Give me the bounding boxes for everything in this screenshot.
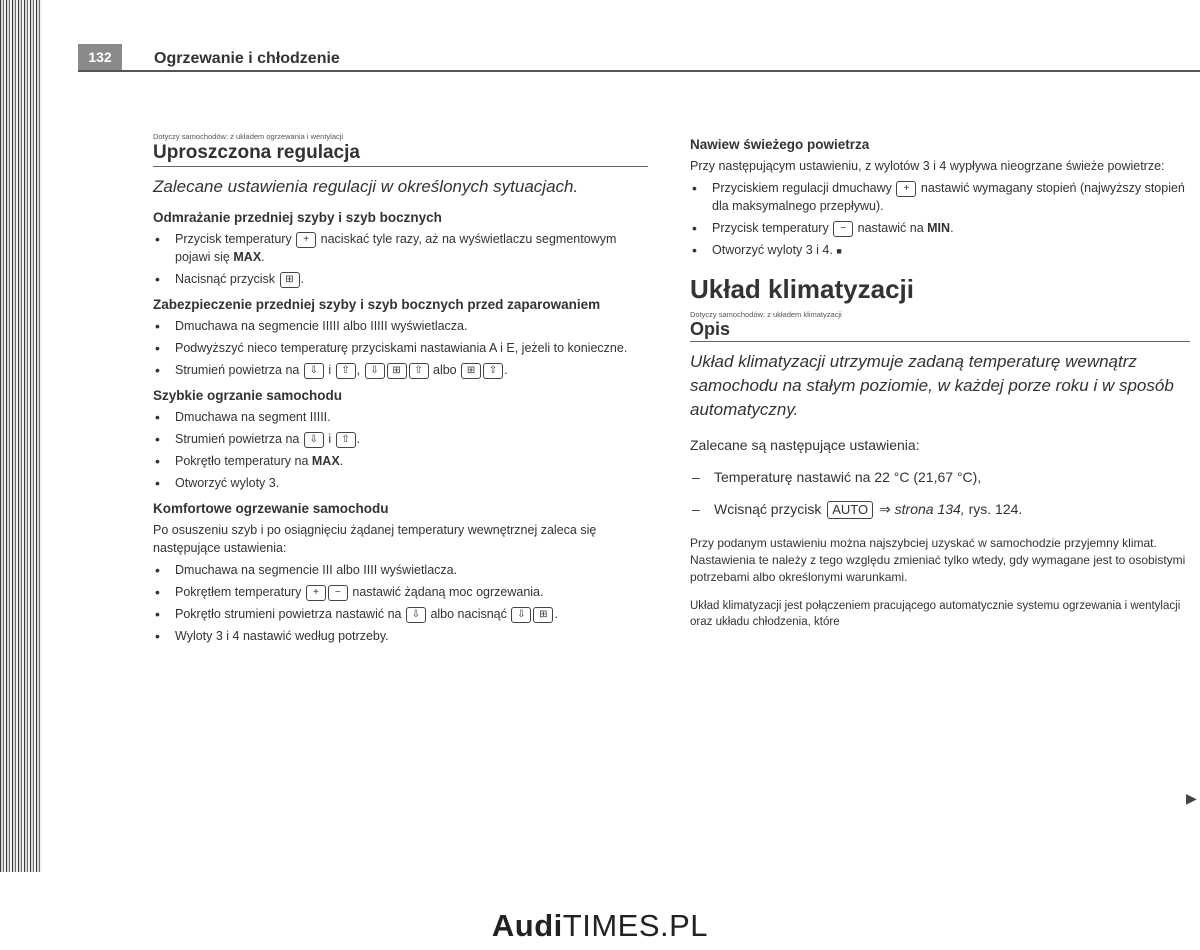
chapter-section-title: Układ klimatyzacji	[690, 274, 914, 304]
list-item: • Przycisk temperatury − nastawić na MIN.	[690, 219, 1190, 237]
chapter-title: Ogrzewanie i chłodzenie	[154, 50, 340, 67]
airflow-up-key-icon: ⇧	[483, 363, 503, 379]
site-name: TIMES.PL	[562, 908, 709, 943]
right-column	[690, 136, 1190, 630]
list-item: • Przyciskiem regulacji dmuchawy + nastawić wymagany stopień (najwyższy stopień dla maksymalnego przepływu).	[690, 179, 1190, 215]
fresh-air-paragraph: Przy następującym ustawieniu, z wylotów 3 i 4 wypływa nieogrzane świeże powietrze:	[690, 159, 1165, 173]
airflow-up-key-icon: ⇧	[409, 363, 429, 379]
section-intro: Zalecane ustawienia regulacji w określonych sytuacjach.	[153, 177, 579, 196]
page-number-badge	[78, 44, 122, 70]
airflow-up-key-icon: ⇧	[336, 432, 356, 448]
list-item: • Strumień powietrza na ⇩ i ⇧ , ⇩ ⊞ ⇧ albo ⊞ ⇧ .	[153, 361, 648, 379]
temp-plus-key-icon: +	[296, 232, 316, 248]
defrost-key-icon: ⊞	[280, 272, 300, 288]
airflow-down-key-icon: ⇩	[304, 432, 324, 448]
airflow-down-key-icon: ⇩	[304, 363, 324, 379]
list-item: • Strumień powietrza na ⇩ i ⇧ .	[153, 430, 648, 448]
defrost-list	[153, 230, 648, 288]
ac-paragraph-2: Układ klimatyzacji jest połączeniem pracującego automatycznie systemu ogrzewania i wentylacji oraz układu chłodzenia, które	[690, 600, 1181, 628]
list-item: • Dmuchawa na segmencie IIIII albo IIIII wyświetlacza.	[153, 317, 648, 335]
fast-heat-list	[153, 408, 648, 492]
subsection-heading-antifog: Zabezpieczenie przedniej szyby i szyb bocznych przed zaparowaniem	[153, 297, 601, 312]
subsection-heading-defrost: Odmrażanie przedniej szyby i szyb bocznych	[153, 210, 442, 225]
page-reference: strona 134,	[894, 501, 965, 517]
list-item: • Nacisnąć przycisk ⊞ .	[153, 270, 648, 288]
temp-minus-key-icon: −	[833, 221, 853, 237]
section-title: Uproszczona regulacja	[153, 144, 648, 167]
page-number: 132	[88, 49, 112, 65]
applicability-note: Dotyczy samochodów: z układem ogrzewania i wentylacji	[153, 132, 344, 141]
fan-plus-key-icon: +	[896, 181, 916, 197]
applicability-note: Dotyczy samochodów: z układem klimatyzacji	[690, 310, 842, 319]
end-of-section-icon: ■	[836, 246, 842, 256]
defrost-key-icon: ⊞	[533, 607, 553, 623]
airflow-down-key-icon: ⇩	[406, 607, 426, 623]
airflow-down-key-icon: ⇩	[511, 607, 531, 623]
settings-label: Zalecane są następujące ustawienia:	[690, 437, 920, 453]
settings-list	[690, 468, 1190, 519]
subsection-title: Opis	[690, 320, 1190, 342]
subsection-heading-fresh-air: Nawiew świeżego powietrza	[690, 137, 870, 152]
list-item: • Pokrętłem temperatury + − nastawić żądaną moc ogrzewania.	[153, 583, 648, 601]
list-item: • Przycisk temperatury + naciskać tyle razy, aż na wyświetlaczu segmentowym pojawi się MAX.	[153, 230, 648, 266]
antifog-list	[153, 317, 648, 379]
list-item: – Temperaturę nastawić na 22 °C (21,67 °C),	[690, 468, 1190, 486]
ac-intro: Układ klimatyzacji utrzymuje zadaną temperaturę wewnątrz samochodu na stałym poziomie, w każdej porze roku i w sposób automatyczny.	[690, 352, 1174, 419]
brand-name: Audi	[491, 908, 563, 943]
ac-paragraph-1: Przy podanym ustawieniu można najszybciej uzyskać w samochodzie przyjemny klimat. Nastawienia te należy z tego względu zmieniać tylko wtedy, gdy wymagane jest to osobistymi potrzebami albo określonymi warunkami.	[690, 536, 1186, 584]
list-item: • Dmuchawa na segmencie III albo IIII wyświetlacza.	[153, 561, 648, 579]
auto-key-icon: AUTO	[827, 501, 873, 519]
list-item: – Wcisnąć przycisk AUTO ⇒ strona 134, rys. 124.	[690, 500, 1190, 519]
fresh-air-list	[690, 179, 1190, 260]
subsection-heading-fast-heat: Szybkie ogrzanie samochodu	[153, 388, 343, 403]
temp-minus-key-icon: −	[328, 585, 348, 601]
list-item: • Otworzyć wyloty 3 i 4. ■	[690, 241, 1190, 260]
subsection-heading-comfort: Komfortowe ogrzewanie samochodu	[153, 501, 389, 516]
defrost-key-icon: ⊞	[387, 363, 407, 379]
book-binding-edge	[0, 0, 42, 872]
header-rule	[78, 70, 1200, 72]
next-page-arrow-icon: ▶	[1186, 790, 1197, 806]
list-item: • Pokrętło temperatury na MAX.	[153, 452, 648, 470]
list-item: • Pokrętło strumieni powietrza nastawić na ⇩ albo nacisnąć ⇩ ⊞ .	[153, 605, 648, 623]
list-item: • Podwyższyć nieco temperaturę przyciskami nastawiania A i E, jeżeli to konieczne.	[153, 339, 648, 357]
airflow-up-key-icon: ⇧	[336, 363, 356, 379]
left-column	[153, 132, 648, 649]
list-item: • Wyloty 3 i 4 nastawić według potrzeby.	[153, 627, 648, 645]
footer-watermark	[0, 908, 1200, 944]
comfort-list	[153, 561, 648, 645]
arrow-right-icon: ⇒	[875, 501, 895, 517]
comfort-paragraph: Po osuszeniu szyb i po osiągnięciu żądanej temperatury wewnętrznej zaleca się następujące ustawienia:	[153, 523, 597, 555]
temp-plus-key-icon: +	[306, 585, 326, 601]
list-item: • Dmuchawa na segment IIIII.	[153, 408, 648, 426]
airflow-down-key-icon: ⇩	[365, 363, 385, 379]
list-item: • Otworzyć wyloty 3.	[153, 474, 648, 492]
defrost-key-icon: ⊞	[461, 363, 481, 379]
